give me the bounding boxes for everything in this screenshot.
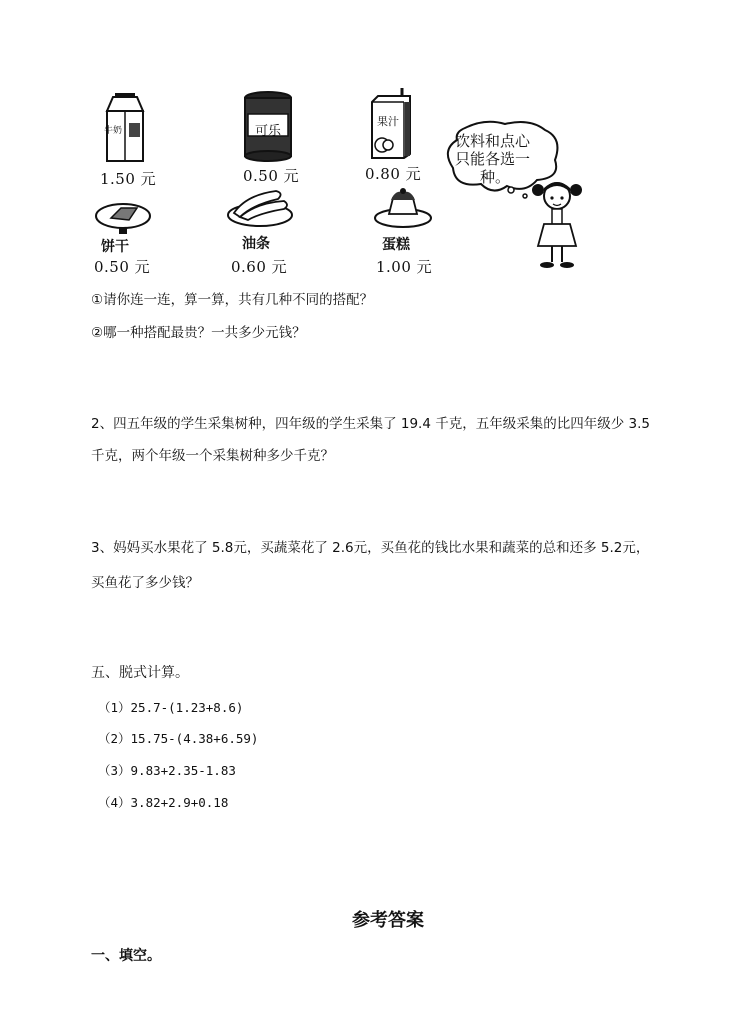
biscuit-price: 0.50 元 <box>94 258 151 276</box>
cola-price: 0.50 元 <box>243 167 300 185</box>
juice-label: 果汁 <box>377 115 399 128</box>
youtiao-label: 油条 <box>242 236 270 252</box>
milk-price: 1.50 元 <box>100 170 157 188</box>
question-2-line-1: 2、四五年级的学生采集树种，四年级的学生采集了 19.4 千克，五年级采集的比四年级少 3.5 <box>91 416 650 432</box>
girl-illustration <box>530 178 590 273</box>
milk-label: 牛奶 <box>104 126 123 136</box>
biscuit-plate-icon <box>93 200 153 236</box>
bubble-line-2: 只能各选一 <box>455 150 531 168</box>
section-5-heading: 五、脱式计算。 <box>91 665 189 681</box>
cola-label: 可乐 <box>254 124 281 139</box>
youtiao-plate-icon <box>226 187 294 229</box>
cake-label: 蛋糕 <box>382 237 410 253</box>
answers-subheading: 一、填空。 <box>91 948 161 964</box>
calc-item-1: （1）25.7-(1.23+8.6) <box>98 700 244 715</box>
juice-price: 0.80 元 <box>365 165 422 183</box>
bubble-line-3: 种。 <box>480 168 511 186</box>
question-2-line-2: 千克，两个年级一个采集树种多少千克？ <box>91 448 334 464</box>
question-1b: ②哪一种搭配最贵？一共多少元钱？ <box>91 325 306 341</box>
calc-item-4: （4）3.82+2.9+0.18 <box>98 795 229 810</box>
bubble-line-1: 饮料和点心 <box>455 132 531 150</box>
question-3-line-1: 3、妈妈买水果花了 5.8元，买蔬菜花了 2.6元，买鱼花的钱比水果和蔬菜的总和还多 5.2元， <box>91 540 650 556</box>
calc-item-3: （3）9.83+2.35-1.83 <box>98 763 236 778</box>
cake-price: 1.00 元 <box>376 258 433 276</box>
answers-title: 参考答案 <box>352 910 424 931</box>
youtiao-price: 0.60 元 <box>231 258 288 276</box>
calc-item-2: （2）15.75-(4.38+6.59) <box>98 731 259 746</box>
cake-plate-icon <box>373 188 433 230</box>
question-1a: ①请你连一连，算一算，共有几种不同的搭配？ <box>91 292 374 308</box>
biscuit-label: 饼干 <box>101 239 129 255</box>
question-3-line-2: 买鱼花了多少钱？ <box>91 575 199 591</box>
